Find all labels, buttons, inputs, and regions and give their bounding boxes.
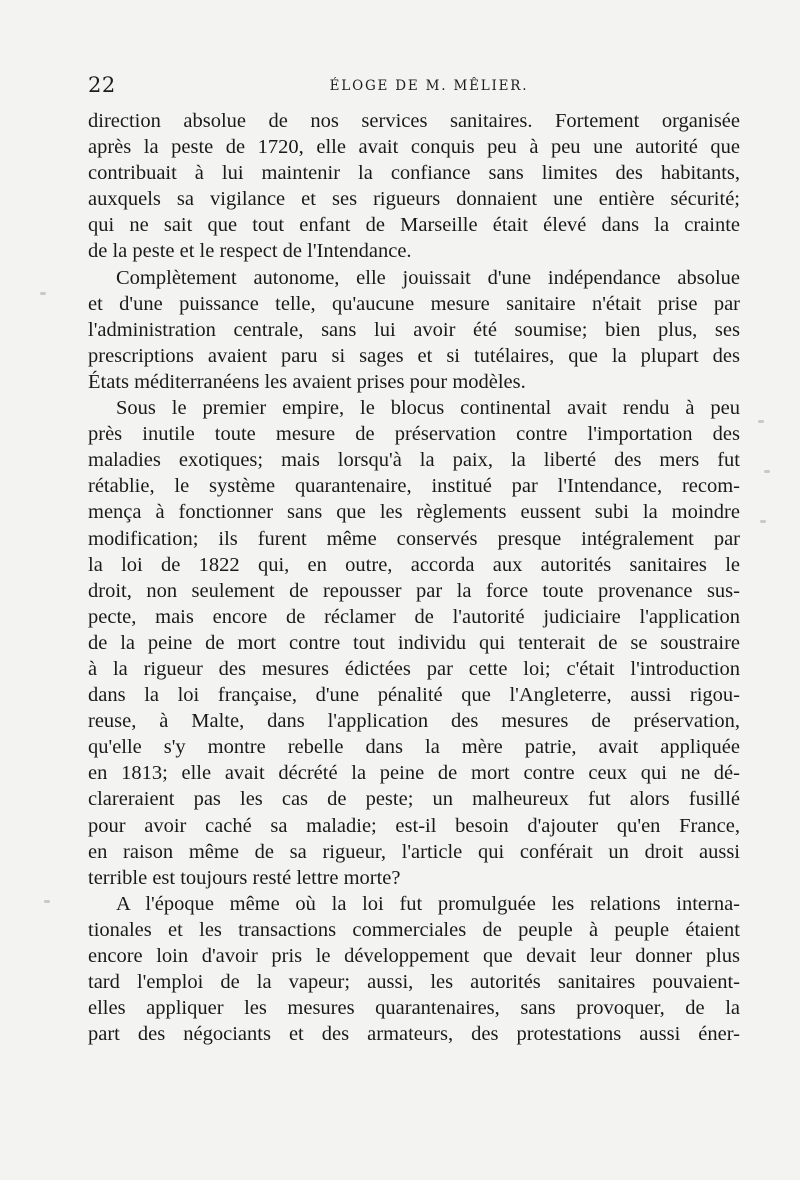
page-number: 22	[88, 73, 116, 97]
margin-smudge	[758, 420, 764, 423]
text-line: part des négociants et des armateurs, des protestations aussi éner-	[88, 1023, 740, 1046]
text-line: dans la loi française, d'une pénalité que l'Angleterre, aussi rigou-	[88, 684, 740, 707]
text-line: après la peste de 1720, elle avait conquis peu à peu une autorité que	[88, 136, 740, 159]
body-text	[88, 108, 740, 1047]
text-line: rétablie, le système quarantenaire, institué par l'Intendance, recom-	[88, 475, 740, 498]
text-line: tionales et les transactions commerciales de peuple à peuple étaient	[88, 918, 740, 941]
text-line: en raison même de sa rigueur, l'article qui conférait un droit aussi	[88, 840, 740, 863]
text-line: modification; ils furent même conservés presque intégralement par	[88, 527, 740, 550]
text-line: prescriptions avaient paru si sages et si tutélaires, que la plupart des	[88, 344, 740, 367]
text-line: terrible est toujours resté lettre morte?	[88, 866, 401, 889]
text-line: près inutile toute mesure de préservation contre l'importation des	[88, 423, 740, 446]
text-line: qu'elle s'y montre rebelle dans la mère patrie, avait appliquée	[88, 736, 740, 759]
text-line: et d'une puissance telle, qu'aucune mesure sanitaire n'était prise par	[88, 292, 740, 315]
margin-smudge	[40, 292, 46, 295]
text-line: direction absolue de nos services sanitaires. Fortement organisée	[88, 110, 740, 132]
text-line: encore loin d'avoir pris le développement que devait leur donner plus	[88, 945, 740, 967]
text-line: États méditerranéens les avaient prises pour modèles.	[88, 370, 526, 393]
text-line: elles appliquer les mesures quarantenaires, sans provoquer, de la	[88, 997, 740, 1020]
text-line: qui ne sait que tout enfant de Marseille était élevé dans la crainte	[88, 214, 740, 237]
text-line: à la rigueur des mesures édictées par cette loi; c'était l'introduction	[88, 657, 740, 680]
text-line: pour avoir caché sa maladie; est-il besoin d'ajouter qu'en France,	[88, 814, 740, 837]
text-line: tard l'emploi de la vapeur; aussi, les autorités sanitaires pouvaient-	[88, 971, 740, 994]
text-line: de la peste et le respect de l'Intendance.	[88, 240, 412, 263]
margin-smudge	[44, 900, 50, 903]
text-line: la loi de 1822 qui, en outre, accorda aux autorités sanitaires le	[88, 553, 740, 576]
text-line: mença à fonctionner sans que les règlements eussent subi la moindre	[88, 501, 740, 524]
text-line: de la peine de mort contre tout individu qui tenterait de se soustraire	[88, 631, 740, 654]
text-line: Sous le premier empire, le blocus continental avait rendu à peu	[116, 397, 740, 420]
text-line: maladies exotiques; mais lorsqu'à la paix, la liberté des mers fut	[88, 449, 740, 472]
page-header	[88, 73, 740, 101]
text-line: Complètement autonome, elle jouissait d'une indépendance absolue	[116, 266, 740, 289]
text-line: A l'époque même où la loi fut promulguée les relations interna-	[116, 892, 740, 915]
text-line: reuse, à Malte, dans l'application des mesures de préservation,	[88, 710, 740, 733]
text-line: clareraient pas les cas de peste; un malheureux fut alors fusillé	[88, 788, 740, 811]
text-line: pecte, mais encore de réclamer de l'autorité judiciaire l'application	[88, 605, 740, 628]
text-line: droit, non seulement de repousser par la force toute provenance sus-	[88, 579, 740, 602]
margin-smudge	[764, 470, 770, 473]
running-title: ÉLOGE DE M. MÊLIER.	[329, 78, 529, 94]
text-line: auxquels sa vigilance et ses rigueurs donnaient une entière sécurité;	[88, 188, 740, 211]
text-line: en 1813; elle avait décrété la peine de mort contre ceux qui ne dé-	[88, 762, 740, 785]
text-line: contribuait à lui maintenir la confiance sans limites des habitants,	[88, 162, 740, 185]
text-line: l'administration centrale, sans lui avoir été soumise; bien plus, ses	[88, 318, 740, 341]
margin-smudge	[760, 520, 766, 523]
